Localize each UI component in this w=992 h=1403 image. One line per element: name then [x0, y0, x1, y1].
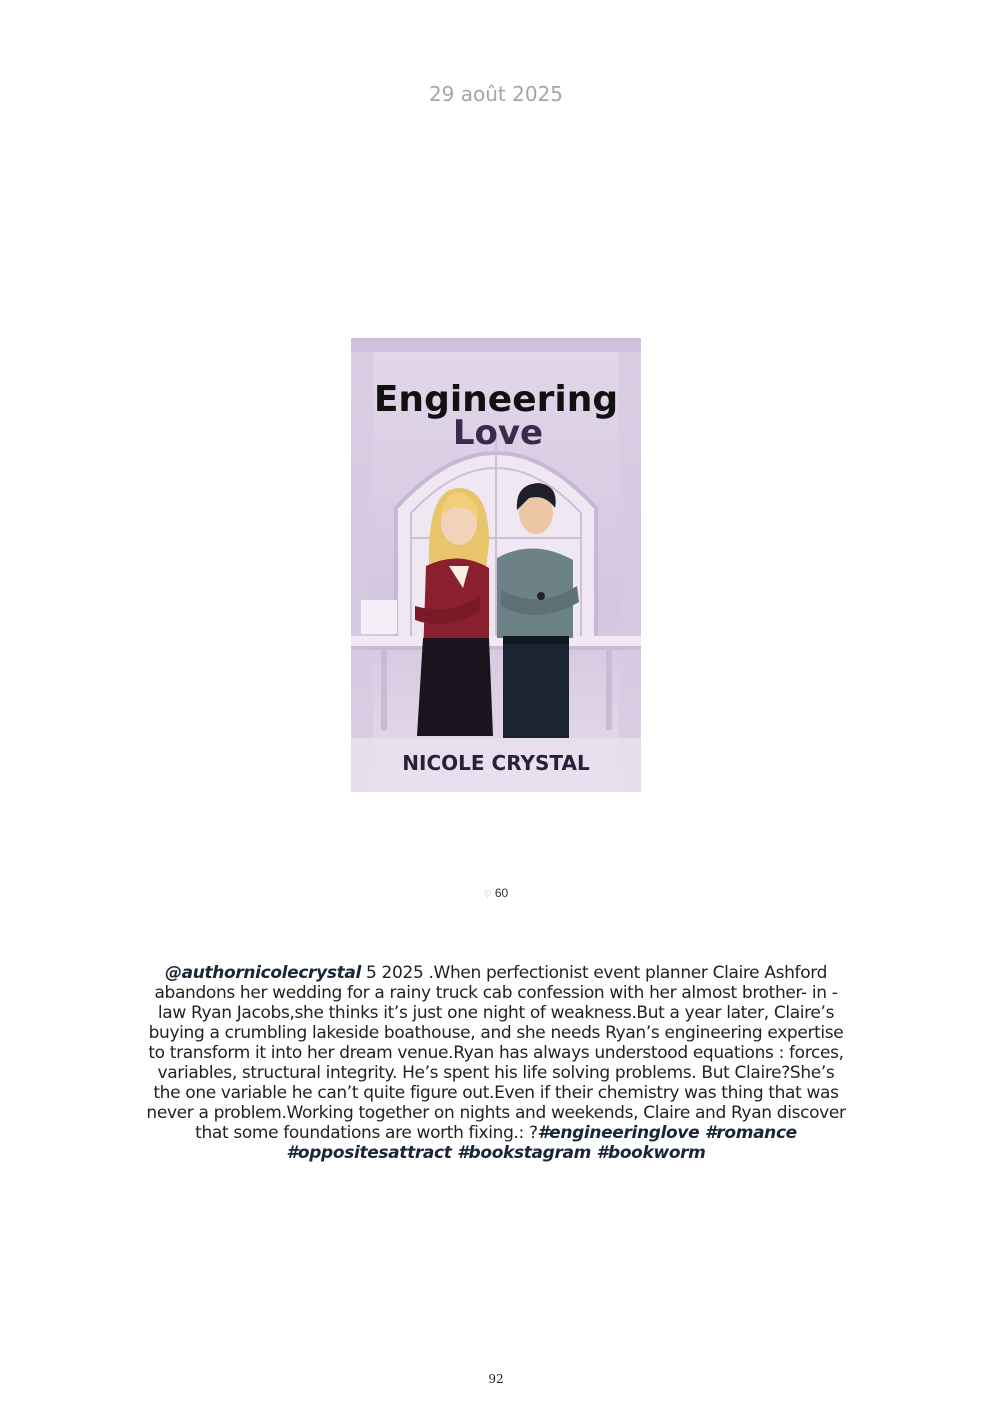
- post-caption: [146, 963, 846, 1163]
- cover-author: NICOLE CRYSTAL: [402, 751, 590, 775]
- page-number: 92: [488, 1372, 504, 1386]
- like-count: 60: [494, 886, 509, 900]
- heart-icon: ♡: [483, 889, 492, 899]
- cover-title-line1: Engineering: [373, 379, 619, 420]
- caption-body: 5 2025 .When perfectionist event planner Claire Ashford abandons her wedding for a rainy truck cab confession with her almost brother- in -law Ryan Jacobs,she thinks it’s just one night of weakness.But a year later, Claire’s buying a crumbling lakeside boathouse, and she needs Ryan’s engineering expertise to transform it into her dream venue.Ryan has always understood equations : forces, variables, structural integrity. He’s spent his life solving problems. But Claire?She’s the one variable he can’t quite figure out.Even if their chemistry was thing that was never a problem.Working together on nights and weekends, Claire and Ryan discover that some foundations are worth fixing.: ?: [146, 963, 846, 1143]
- cover-title-line2: Love: [452, 413, 544, 453]
- book-cover-image: [351, 338, 641, 792]
- like-count-row: [0, 886, 992, 900]
- post-date: 29 août 2025: [428, 82, 564, 106]
- author-handle-link[interactable]: @authornicolecrystal: [164, 963, 361, 983]
- hashtags[interactable]: #engineeringlove #romance #oppositesattract #bookstagram #bookworm: [286, 1123, 797, 1163]
